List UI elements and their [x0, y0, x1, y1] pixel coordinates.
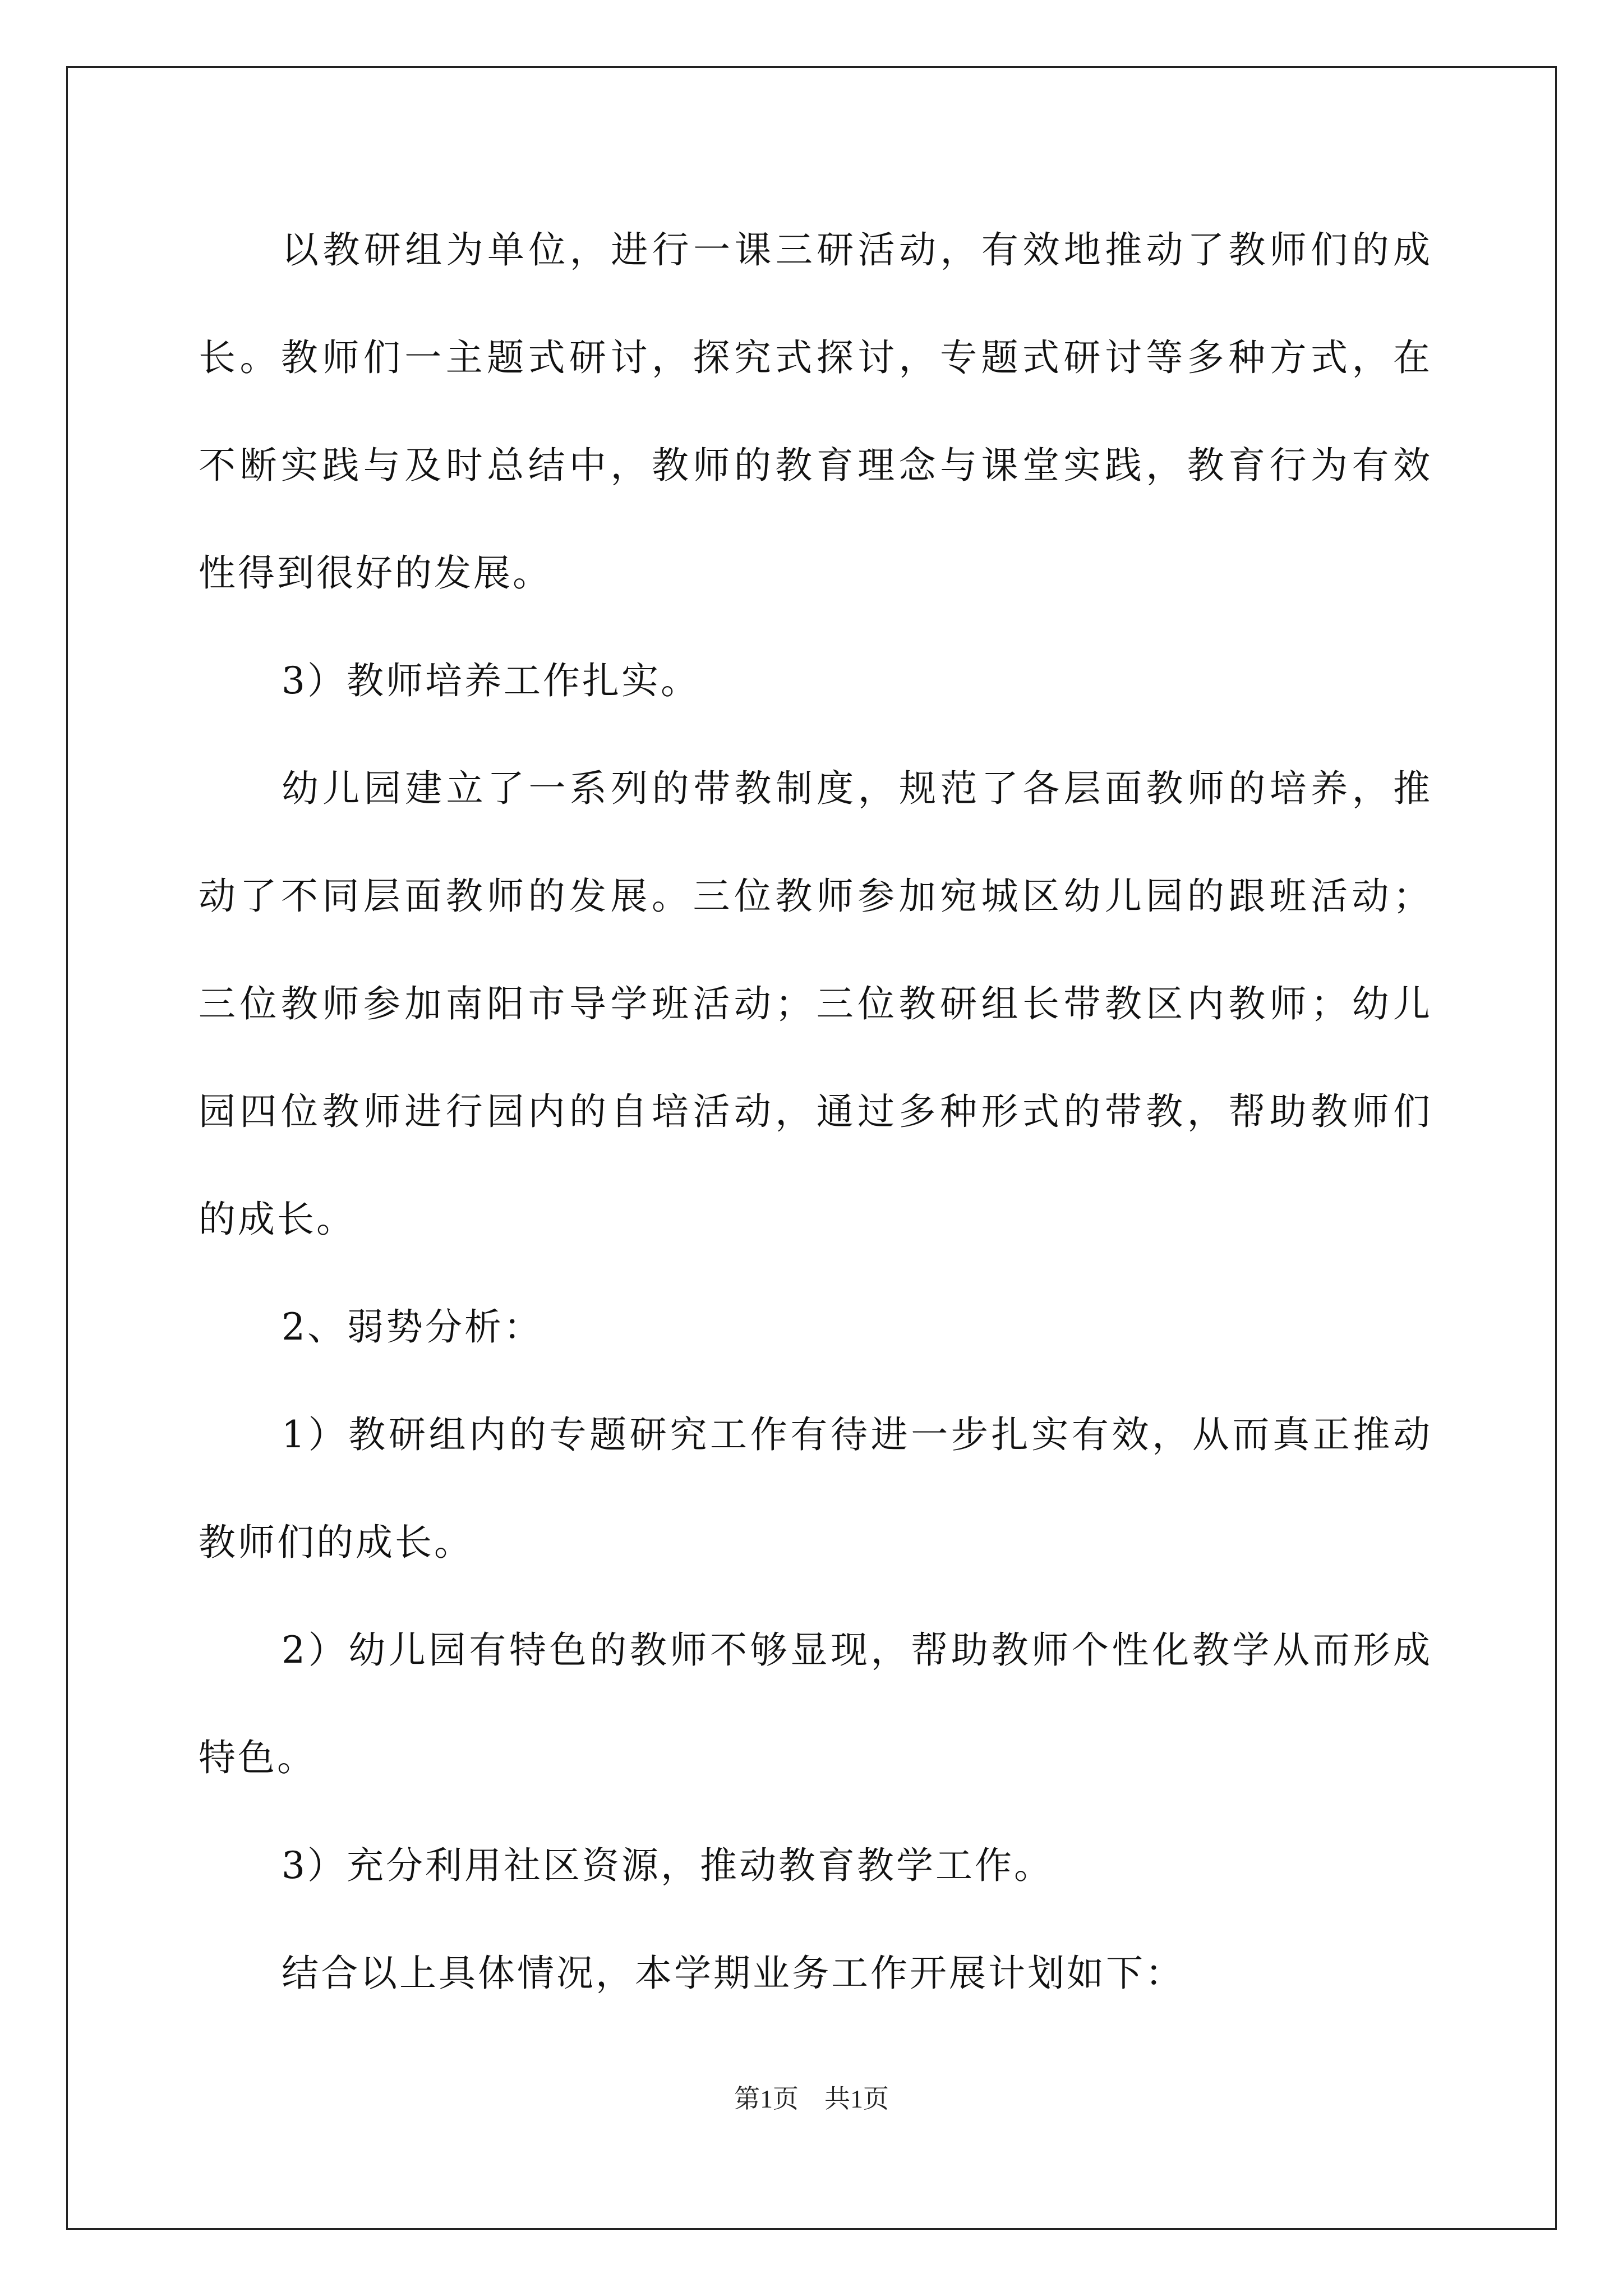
- text-line: 幼儿园建立了一系列的带教制度，规范了各层面教师的培养，推: [282, 767, 1432, 810]
- text-line: 教师们的成长。: [199, 1521, 473, 1564]
- text-line: 的成长。: [199, 1198, 356, 1241]
- text-line: 3）教师培养工作扎实。: [282, 659, 700, 702]
- text-line: 结合以上具体情况，本学期业务工作开展计划如下：: [282, 1952, 1184, 1995]
- text-line: 2、弱势分析：: [282, 1305, 543, 1349]
- text-line: 2）幼儿园有特色的教师不够显现，帮助教师个性化教学从而形成: [282, 1628, 1432, 1672]
- page-number-footer: 第1页 共1页: [734, 2085, 889, 2113]
- text-line: 特色。: [199, 1736, 316, 1779]
- text-line: 3）充分利用社区资源，推动教育教学工作。: [282, 1844, 1053, 1887]
- text-line: 1）教研组内的专题研究工作有待进一步扎实有效，从而真正推动: [282, 1413, 1432, 1456]
- text-line: 三位教师参加南阳市导学班活动；三位教研组长带教区内教师；幼儿: [199, 982, 1432, 1025]
- page-border: [66, 66, 1557, 2230]
- text-line: 不断实践与及时总结中，教师的教育理念与课堂实践，教育行为有效: [199, 444, 1432, 487]
- text-line: 长。教师们一主题式研讨，探究式探讨，专题式研讨等多种方式，在: [199, 336, 1432, 379]
- text-line: 性得到很好的发展。: [199, 551, 552, 595]
- text-line: 以教研组为单位，进行一课三研活动，有效地推动了教师们的成: [282, 228, 1432, 272]
- text-line: 园四位教师进行园内的自培活动，通过多种形式的带教，帮助教师们: [199, 1090, 1432, 1133]
- text-line: 动了不同层面教师的发展。三位教师参加宛城区幼儿园的跟班活动；: [199, 875, 1432, 918]
